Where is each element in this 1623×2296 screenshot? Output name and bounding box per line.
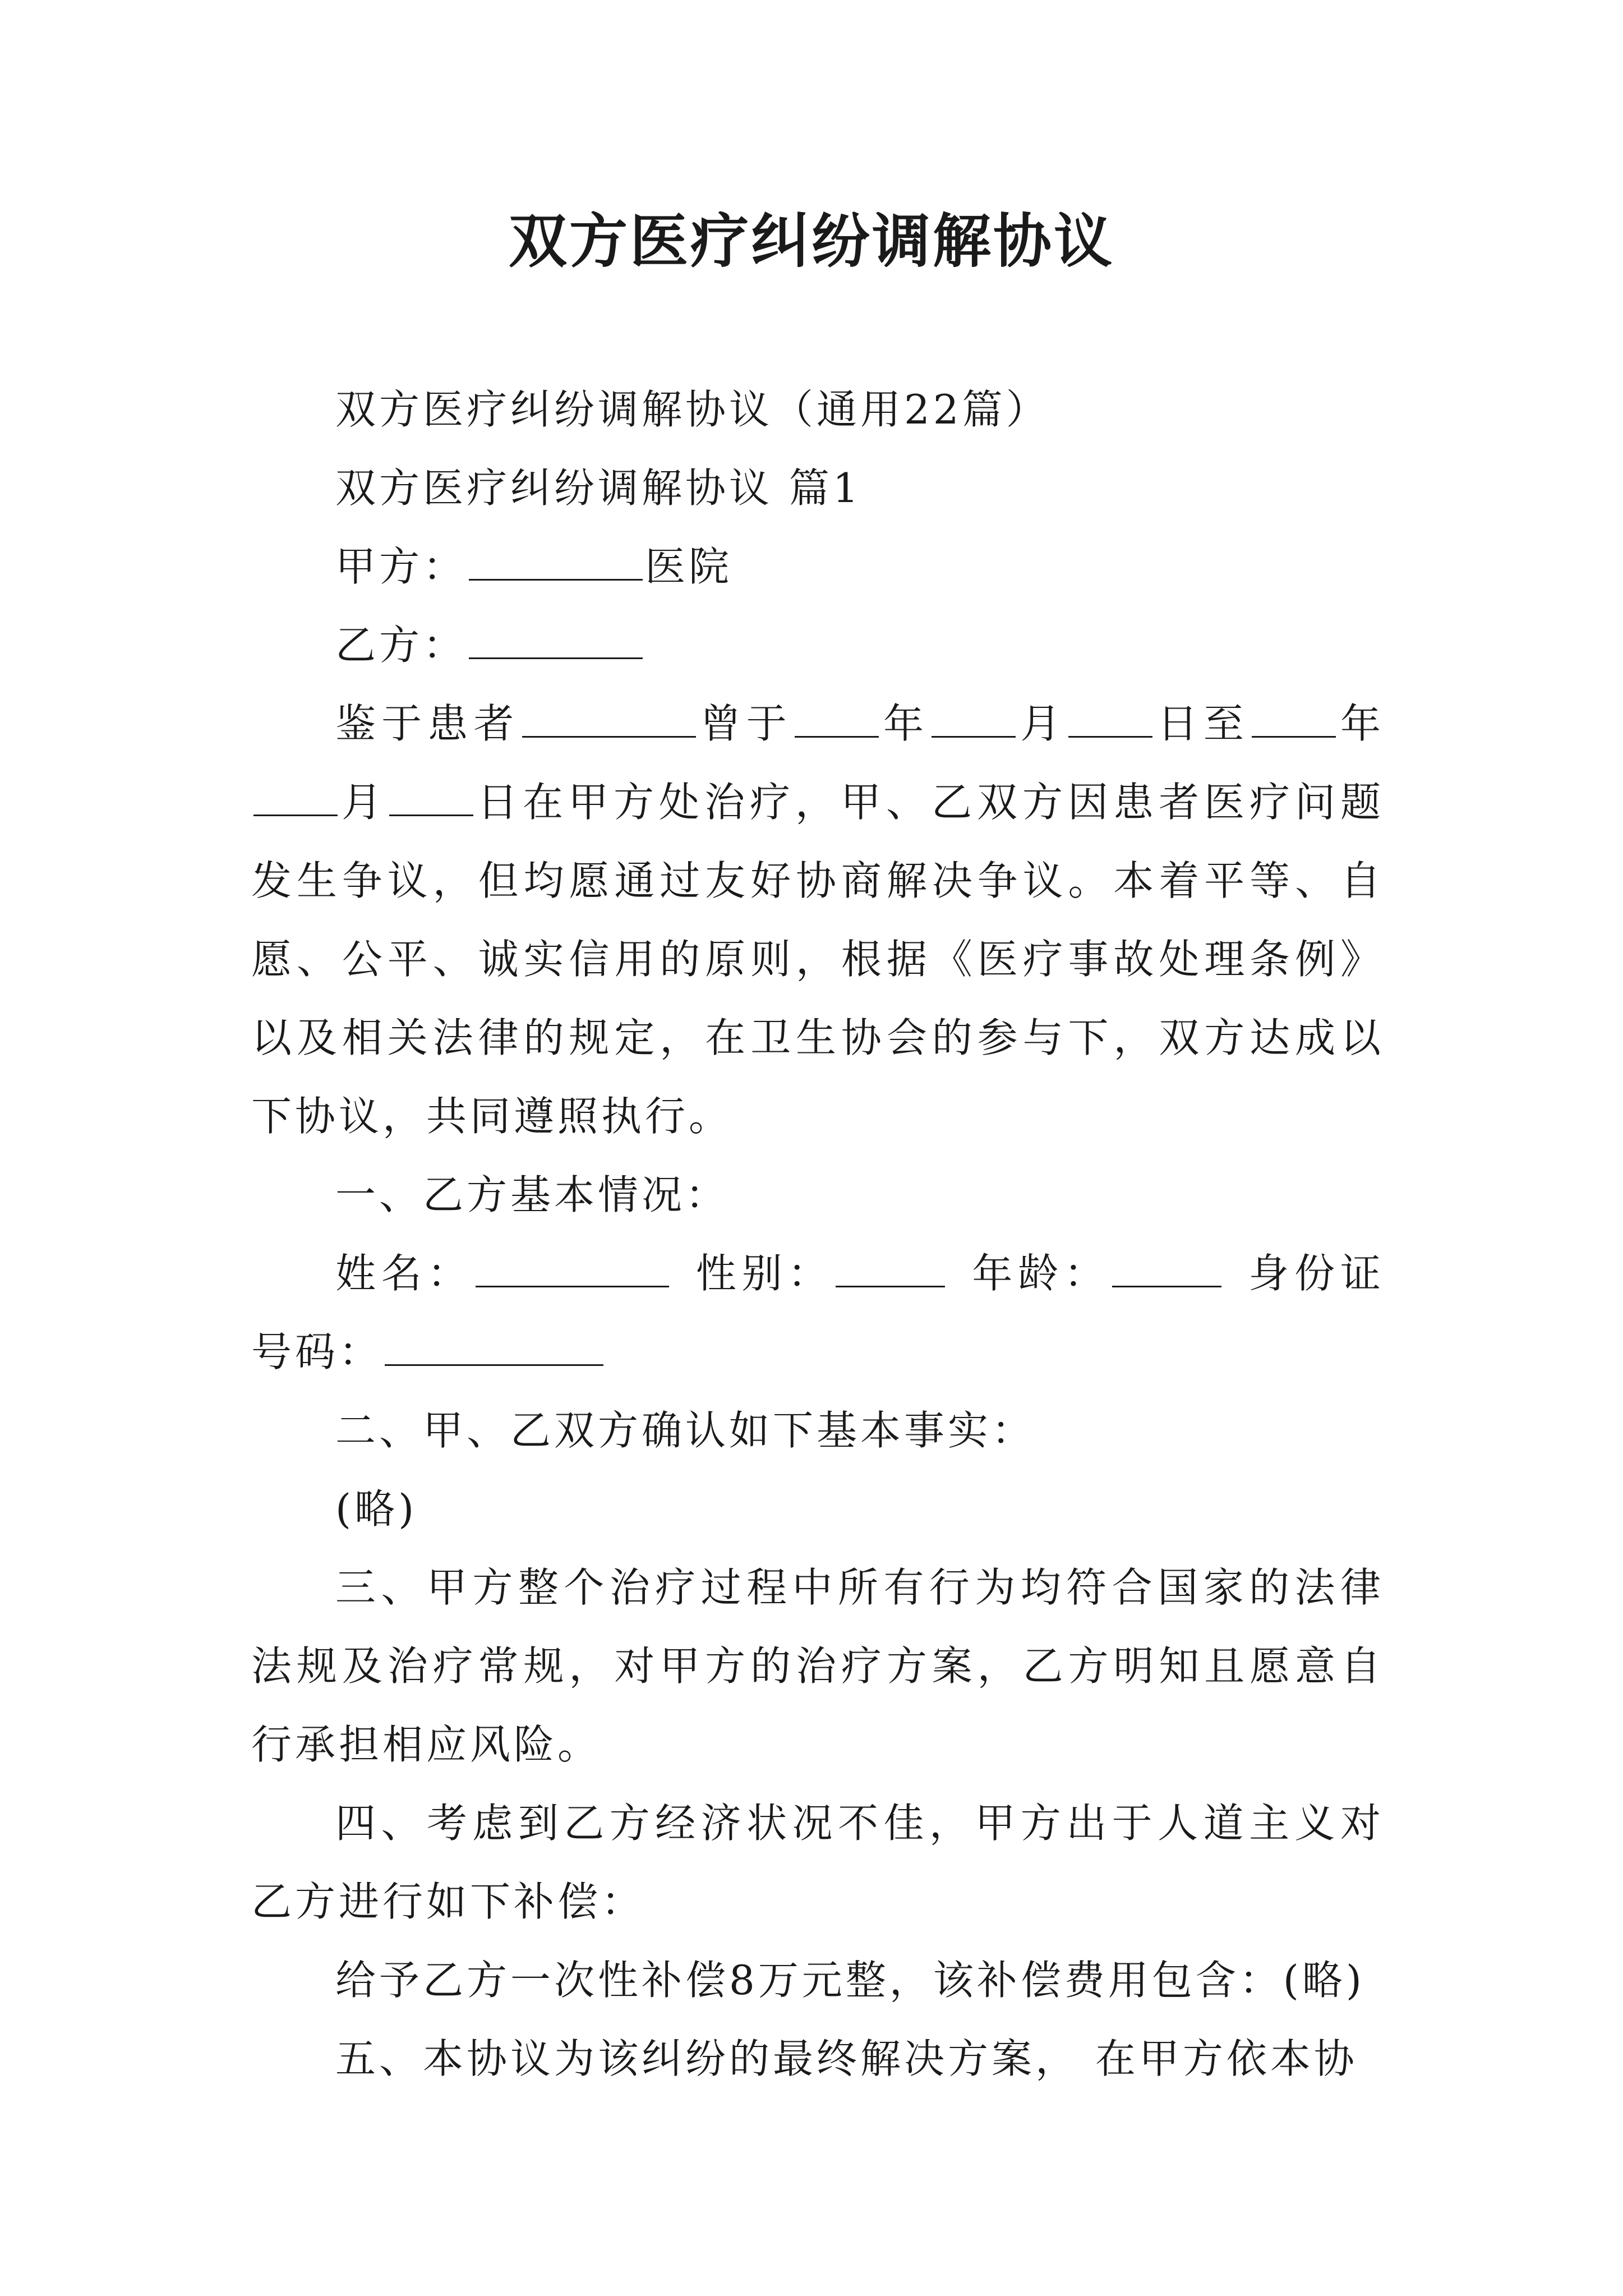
name-blank [476, 1252, 669, 1287]
start-day-blank [1068, 702, 1152, 738]
name-label: 姓名： [335, 1250, 473, 1297]
gender-blank [836, 1252, 945, 1287]
party-a-blank [469, 545, 643, 581]
clause-2-heading: 二、甲、乙双方确认如下基本事实： [335, 1407, 1036, 1454]
end-day-blank [389, 781, 473, 816]
document-body [251, 370, 1384, 2098]
intro-text-6: 年 [1338, 700, 1384, 747]
id-label: 身份证号码： [251, 1250, 1384, 1375]
intro-text-7: 月 [340, 779, 387, 826]
document-title: 双方医疗纠纷调解协议 [508, 206, 1114, 275]
age-blank [1112, 1252, 1221, 1287]
section-heading: 双方医疗纠纷调解协议 篇1 [335, 464, 862, 512]
intro-paragraph [251, 684, 1384, 1156]
party-a-label: 甲方： [335, 543, 467, 590]
id-blank [385, 1331, 603, 1366]
end-year-blank [1252, 702, 1336, 738]
patient-name-blank [522, 702, 696, 738]
party-a-line [251, 527, 1384, 606]
start-year-blank [795, 702, 879, 738]
intro-text-2: 曾于 [698, 700, 792, 747]
intro-text-4: 月 [1018, 700, 1067, 747]
clause-5: 五、本协议为该纠纷的最终解决方案， 在甲方依本协 [335, 2035, 1358, 2082]
clause-1-heading: 一、乙方基本情况： [335, 1171, 730, 1218]
party-b-line [251, 606, 1384, 684]
party-b-label: 乙方： [335, 622, 467, 669]
party-b-blank [469, 624, 643, 659]
subtitle: 双方医疗纠纷调解协议（通用22篇） [335, 386, 1050, 433]
end-month-blank [253, 781, 338, 816]
intro-text-5: 日至 [1155, 700, 1249, 747]
age-label: 年龄： [970, 1250, 1110, 1297]
intro-text-1: 鉴于患者 [335, 700, 520, 747]
clause-3: 三、甲方整个治疗过程中所有行为均符合国家的法律法规及治疗常规，对甲方的治疗方案，乙方明知且愿意自行承担相应风险。 [251, 1564, 1384, 1768]
clause-4-detail: 给予乙方一次性补偿8万元整，该补偿费用包含：(略) [335, 1957, 1365, 2004]
clause-1-fields [251, 1234, 1384, 1391]
intro-text-3: 年 [880, 700, 930, 747]
clause-2-body: (略) [335, 1485, 418, 1533]
gender-label: 性别： [693, 1250, 834, 1297]
clause-4: 四、考虑到乙方经济状况不佳，甲方出于人道主义对乙方进行如下补偿： [251, 1800, 1384, 1925]
party-a-suffix: 医院 [645, 543, 733, 590]
intro-text-8: 日在甲方处治疗，甲、乙双方因患者医疗问题发生争议，但均愿通过友好协商解决争议。本着平等、自愿、公平、诚实信用的原则，根据《医疗事故处理条例》以及相关法律的规定，在卫生协会的参与下，双方达成以下协议，共同遵照执行。 [251, 779, 1384, 1140]
start-month-blank [932, 702, 1016, 738]
